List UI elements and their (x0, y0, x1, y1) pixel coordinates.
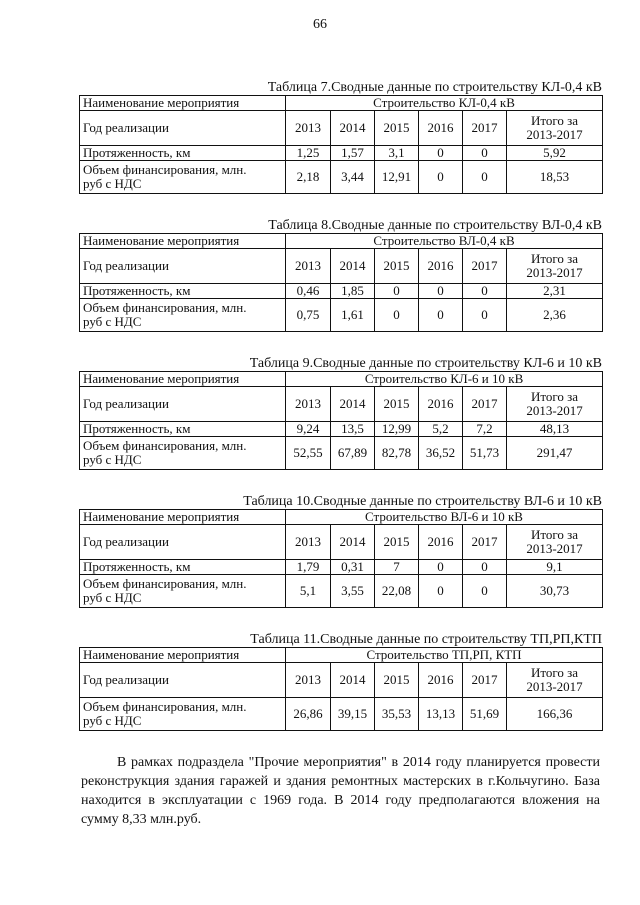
value-cell: 51,69 (463, 698, 507, 731)
value-cell: 1,61 (331, 299, 375, 332)
row-label-cell: Протяженность, км (80, 422, 286, 437)
table-header-row (80, 648, 603, 663)
header-group-cell: Строительство ТП,РП, КТП (286, 648, 603, 663)
table-header-row (80, 234, 603, 249)
table-caption: Таблица 7.Сводные данные по строительству КЛ-0,4 кВ (267, 80, 602, 95)
value-cell: 0,31 (331, 560, 375, 575)
year-cell: 2014 (331, 525, 375, 560)
year-cell: 2015 (375, 663, 419, 698)
year-label-cell: Год реализации (80, 663, 286, 698)
year-cell: 2013 (286, 387, 331, 422)
year-label-cell: Год реализации (80, 111, 286, 146)
summary-table (79, 371, 603, 470)
row-label-cell (80, 161, 286, 194)
table-row (80, 146, 603, 161)
value-cell: 9,24 (286, 422, 331, 437)
value-cell: 0,46 (286, 284, 331, 299)
value-cell: 1,85 (331, 284, 375, 299)
header-group-cell: Строительство ВЛ-6 и 10 кВ (286, 510, 603, 525)
year-label-cell: Год реализации (80, 525, 286, 560)
table-header-row (80, 510, 603, 525)
value-cell: 3,1 (375, 146, 419, 161)
value-cell: 22,08 (375, 575, 419, 608)
year-cell: 2016 (419, 525, 463, 560)
value-cell: 0 (375, 299, 419, 332)
table-years-row (80, 525, 603, 560)
total-value-cell: 18,53 (507, 161, 603, 194)
year-cell: 2017 (463, 663, 507, 698)
table-block-8 (79, 218, 602, 332)
value-cell: 82,78 (375, 437, 419, 470)
value-cell: 3,44 (331, 161, 375, 194)
year-cell: 2017 (463, 111, 507, 146)
table-row (80, 575, 603, 608)
total-header-cell (507, 663, 603, 698)
value-cell: 12,99 (375, 422, 419, 437)
value-cell: 12,91 (375, 161, 419, 194)
header-group-cell: Строительство КЛ-6 и 10 кВ (286, 372, 603, 387)
row-label-line-1: Объем финансирования, млн. (83, 438, 247, 453)
table-row (80, 437, 603, 470)
value-cell: 5,2 (419, 422, 463, 437)
value-cell: 0 (419, 161, 463, 194)
value-cell: 0,75 (286, 299, 331, 332)
table-years-row (80, 249, 603, 284)
row-label-line-1: Объем финансирования, млн. (83, 162, 247, 177)
value-cell: 13,5 (331, 422, 375, 437)
row-label-cell: Протяженность, км (80, 146, 286, 161)
value-cell: 3,55 (331, 575, 375, 608)
year-cell: 2013 (286, 663, 331, 698)
year-cell: 2017 (463, 249, 507, 284)
table-row (80, 284, 603, 299)
total-header-line-2: 2013-2017 (526, 541, 583, 556)
value-cell: 52,55 (286, 437, 331, 470)
header-name-cell: Наименование мероприятия (80, 372, 286, 387)
year-cell: 2014 (331, 111, 375, 146)
header-name-cell: Наименование мероприятия (80, 234, 286, 249)
table-caption: Таблица 11.Сводные данные по строительству ТП,РП,КТП (250, 632, 602, 647)
table-years-row (80, 111, 603, 146)
table-row (80, 299, 603, 332)
table-block-7 (79, 80, 602, 194)
value-cell: 36,52 (419, 437, 463, 470)
value-cell: 0 (419, 146, 463, 161)
total-value-cell: 30,73 (507, 575, 603, 608)
year-cell: 2016 (419, 387, 463, 422)
total-header-line-1: Итого за (530, 113, 579, 128)
value-cell: 0 (463, 575, 507, 608)
value-cell: 7,2 (463, 422, 507, 437)
value-cell: 35,53 (375, 698, 419, 731)
value-cell: 51,73 (463, 437, 507, 470)
year-cell: 2015 (375, 249, 419, 284)
total-value-cell: 166,36 (507, 698, 603, 731)
value-cell: 0 (463, 161, 507, 194)
value-cell: 1,25 (286, 146, 331, 161)
header-group-cell: Строительство ВЛ-0,4 кВ (286, 234, 603, 249)
row-label-line-2: руб с НДС (83, 713, 142, 728)
paragraph-text: В рамках подраздела "Прочие мероприятия" в 2014 году планируется провести реконструкция здания гаражей и здания ремонтных мастерских в г.Кольчугино. База находится в эксплуатации с 1969 года. В 2014 году предполагаются вложения на сумму 8,33 млн.руб. (81, 755, 600, 827)
year-label-cell: Год реализации (80, 387, 286, 422)
header-group-cell: Строительство КЛ-0,4 кВ (286, 96, 603, 111)
total-value-cell: 2,36 (507, 299, 603, 332)
row-label-line-2: руб с НДС (83, 314, 142, 329)
table-years-row (80, 663, 603, 698)
value-cell: 0 (419, 575, 463, 608)
total-value-cell: 2,31 (507, 284, 603, 299)
value-cell: 0 (419, 284, 463, 299)
value-cell: 0 (463, 299, 507, 332)
table-row (80, 698, 603, 731)
row-label-cell (80, 299, 286, 332)
value-cell: 0 (463, 560, 507, 575)
row-label-line-2: руб с НДС (83, 452, 142, 467)
year-cell: 2017 (463, 387, 507, 422)
year-cell: 2013 (286, 111, 331, 146)
row-label-cell: Протяженность, км (80, 284, 286, 299)
row-label-cell: Протяженность, км (80, 560, 286, 575)
summary-table (79, 95, 603, 194)
page-number: 66 (313, 17, 327, 32)
value-cell: 67,89 (331, 437, 375, 470)
total-value-cell: 48,13 (507, 422, 603, 437)
value-cell: 0 (463, 284, 507, 299)
table-caption: Таблица 10.Сводные данные по строительству ВЛ-6 и 10 кВ (243, 494, 602, 509)
row-label-line-1: Объем финансирования, млн. (83, 576, 247, 591)
value-cell: 1,79 (286, 560, 331, 575)
year-cell: 2016 (419, 249, 463, 284)
row-label-line-1: Объем финансирования, млн. (83, 300, 247, 315)
year-cell: 2017 (463, 525, 507, 560)
row-label-cell (80, 698, 286, 731)
table-years-row (80, 387, 603, 422)
row-label-cell (80, 575, 286, 608)
year-cell: 2015 (375, 111, 419, 146)
year-cell: 2016 (419, 663, 463, 698)
table-caption: Таблица 8.Сводные данные по строительству ВЛ-0,4 кВ (268, 218, 602, 233)
value-cell: 1,57 (331, 146, 375, 161)
header-name-cell: Наименование мероприятия (80, 648, 286, 663)
table-row (80, 560, 603, 575)
total-header-line-1: Итого за (531, 389, 579, 404)
total-value-cell: 9,1 (507, 560, 603, 575)
row-label-line-2: руб с НДС (83, 176, 142, 191)
total-header-cell (507, 111, 603, 146)
value-cell: 5,1 (286, 575, 331, 608)
summary-table (79, 509, 603, 608)
value-cell: 0 (419, 299, 463, 332)
table-block-10 (79, 494, 602, 608)
table-header-row (80, 372, 603, 387)
total-header-line-1: Итого за (530, 251, 579, 266)
total-header-line-2: 2013-2017 (526, 403, 583, 418)
total-header-cell (507, 525, 603, 560)
total-header-line-2: 2013-2017 (526, 679, 583, 694)
total-header-cell (507, 249, 603, 284)
row-label-cell (80, 437, 286, 470)
total-header-line-1: Итого за (530, 665, 579, 680)
total-header-cell (507, 387, 603, 422)
table-block-11 (79, 632, 602, 731)
total-header-line-2: 2013-2017 (526, 127, 583, 142)
value-cell: 26,86 (286, 698, 331, 731)
total-value-cell: 291,47 (507, 437, 603, 470)
row-label-line-2: руб с НДС (83, 590, 142, 605)
value-cell: 0 (419, 560, 463, 575)
summary-table (79, 233, 603, 332)
table-row (80, 161, 603, 194)
value-cell: 2,18 (286, 161, 331, 194)
year-label-cell: Год реализации (80, 249, 286, 284)
value-cell: 0 (463, 146, 507, 161)
year-cell: 2013 (286, 525, 331, 560)
year-cell: 2016 (419, 111, 463, 146)
value-cell: 13,13 (419, 698, 463, 731)
total-header-line-1: Итого за (530, 527, 579, 542)
header-name-cell: Наименование мероприятия (80, 96, 286, 111)
table-row (80, 422, 603, 437)
year-cell: 2013 (286, 249, 331, 284)
value-cell: 0 (375, 284, 419, 299)
year-cell: 2015 (375, 387, 419, 422)
table-caption: Таблица 9.Сводные данные по строительству КЛ-6 и 10 кВ (249, 356, 602, 371)
year-cell: 2015 (375, 525, 419, 560)
body-paragraph (81, 753, 600, 829)
year-cell: 2014 (331, 387, 375, 422)
total-value-cell: 5,92 (507, 146, 603, 161)
value-cell: 7 (375, 560, 419, 575)
total-header-line-2: 2013-2017 (526, 265, 583, 280)
year-cell: 2014 (331, 249, 375, 284)
summary-table (79, 647, 603, 731)
table-header-row (80, 96, 603, 111)
year-cell: 2014 (331, 663, 375, 698)
header-name-cell: Наименование мероприятия (80, 510, 286, 525)
row-label-line-1: Объем финансирования, млн. (83, 699, 247, 714)
value-cell: 39,15 (331, 698, 375, 731)
table-block-9 (79, 356, 602, 470)
